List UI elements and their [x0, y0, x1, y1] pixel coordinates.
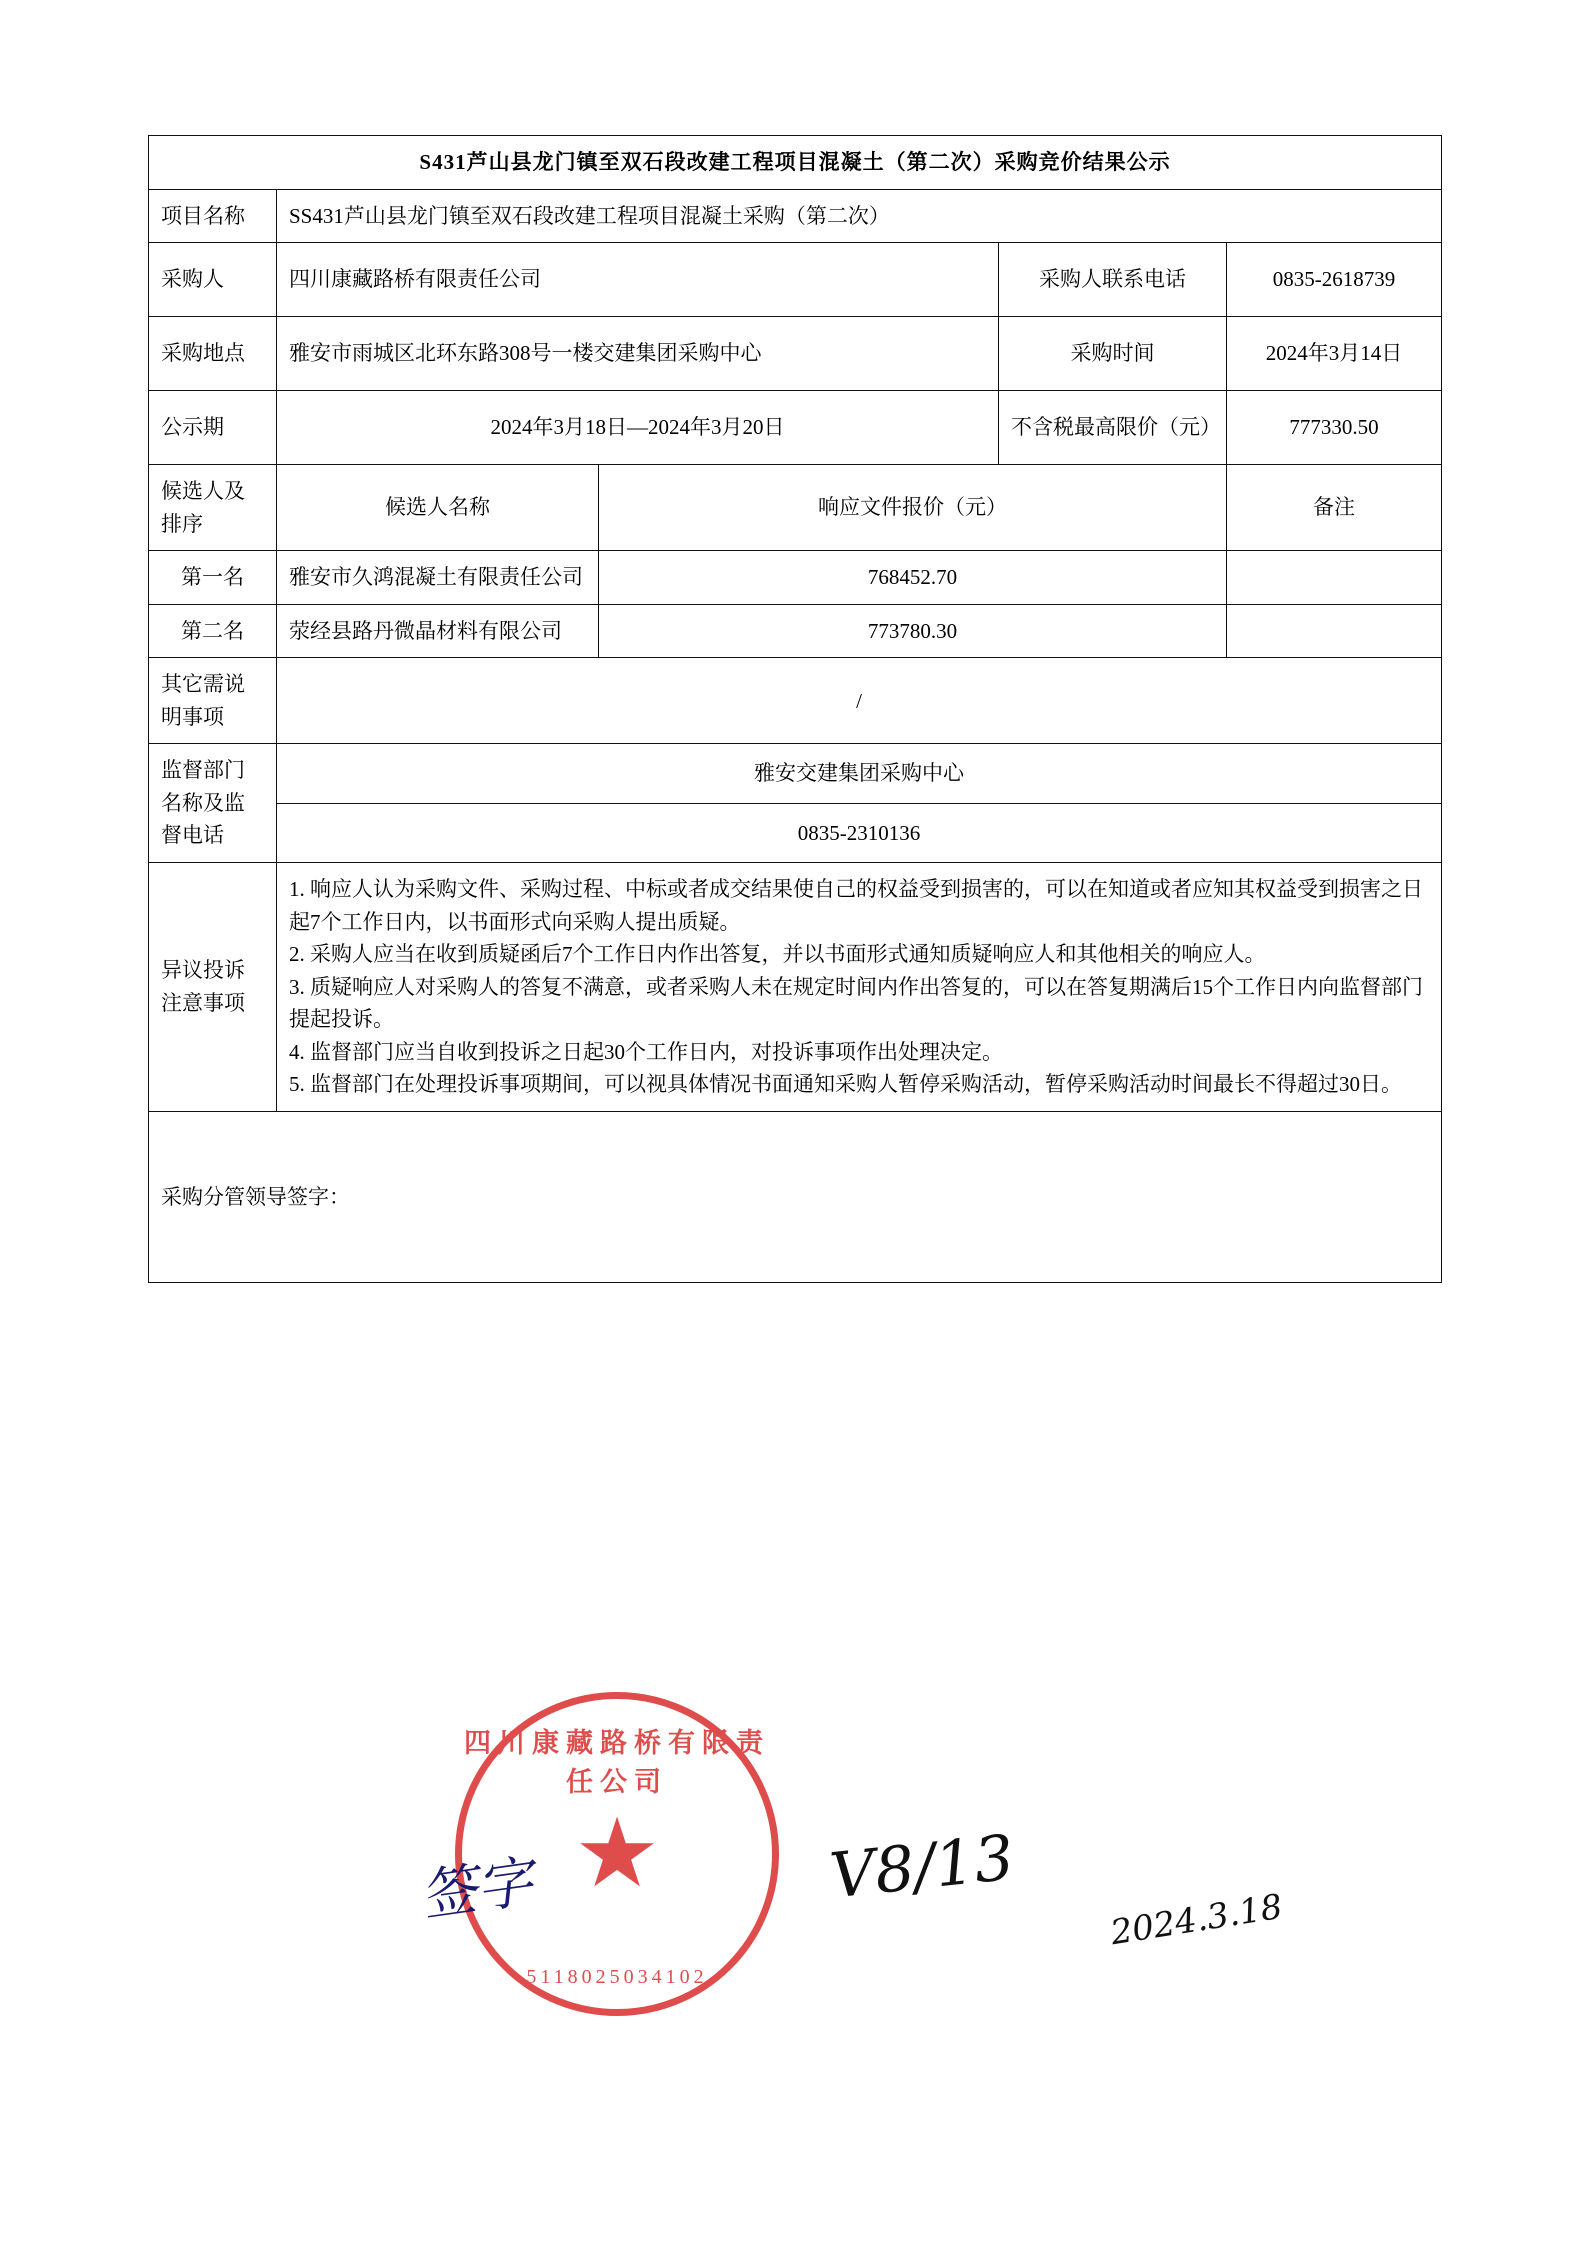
value-project-name: SS431芦山县龙门镇至双石段改建工程项目混凝土采购（第二次） — [277, 189, 1442, 243]
label-supervise: 监督部门名称及监督电话 — [149, 744, 277, 863]
label-notices: 异议投诉注意事项 — [149, 863, 277, 1112]
star-icon: ★ — [573, 1800, 661, 1907]
handwritten-date: 2024.3.18 — [1107, 1886, 1286, 1954]
candidate-name: 雅安市久鸿混凝土有限责任公司 — [277, 551, 599, 605]
seal-bottom-text: 5118025034102 — [526, 1966, 708, 1988]
table-row-project-name — [149, 189, 1442, 243]
value-purchase-place: 雅安市雨城区北环东路308号一楼交建集团采购中心 — [277, 317, 999, 391]
notice-item: 2. 采购人应当在收到质疑函后7个工作日内作出答复，并以书面形式通知质疑响应人和其他相关的响应人。 — [289, 942, 1266, 967]
table-row-purchaser — [149, 243, 1442, 317]
label-signature: 采购分管领导签字： — [149, 1111, 1442, 1282]
label-other-matters: 其它需说明事项 — [149, 658, 277, 744]
table-row-title — [149, 136, 1442, 190]
value-other-matters: / — [277, 658, 1442, 744]
notice-item: 4. 监督部门应当自收到投诉之日起30个工作日内，对投诉事项作出处理决定。 — [289, 1039, 1003, 1064]
value-purchaser: 四川康藏路桥有限责任公司 — [277, 243, 999, 317]
table-row-notices — [149, 863, 1442, 1112]
candidate-rank: 第二名 — [149, 604, 277, 658]
label-publicity-period: 公示期 — [149, 391, 277, 465]
header-quote: 响应文件报价（元） — [599, 465, 1227, 551]
value-publicity-period: 2024年3月18日—2024年3月20日 — [277, 391, 999, 465]
value-purchaser-phone: 0835-2618739 — [1227, 243, 1442, 317]
table-row-supervise-phone — [149, 803, 1442, 862]
table-row-candidate-header — [149, 465, 1442, 551]
label-purchaser-phone: 采购人联系电话 — [999, 243, 1227, 317]
result-announcement-table — [148, 135, 1442, 1283]
candidate-rank: 第一名 — [149, 551, 277, 605]
header-remark: 备注 — [1227, 465, 1442, 551]
value-max-price: 777330.50 — [1227, 391, 1442, 465]
candidate-quote: 768452.70 — [599, 551, 1227, 605]
value-supervise-phone: 0835-2310136 — [277, 803, 1442, 862]
handwritten-signature-2: V8/13 — [826, 1820, 1018, 1913]
notice-item: 3. 质疑响应人对采购人的答复不满意，或者采购人未在规定时间内作出答复的，可以在答复期满后15个工作日内向监督部门提起投诉。 — [289, 974, 1423, 1032]
label-purchase-time: 采购时间 — [999, 317, 1227, 391]
notice-item: 5. 监督部门在处理投诉事项期间，可以视具体情况书面通知采购人暂停采购活动，暂停采购活动时间最长不得超过30日。 — [289, 1072, 1402, 1097]
candidate-remark — [1227, 604, 1442, 658]
label-purchaser: 采购人 — [149, 243, 277, 317]
candidate-remark — [1227, 551, 1442, 605]
seal-top-text: 四川康藏路桥有限责任公司 — [464, 1728, 770, 1797]
table-row-supervise-dept — [149, 744, 1442, 803]
label-purchase-place: 采购地点 — [149, 317, 277, 391]
header-candidate-name: 候选人名称 — [277, 465, 599, 551]
notice-item: 1. 响应人认为采购文件、采购过程、中标或者成交结果使自己的权益受到损害的，可以在知道或者应知其权益受到损害之日起7个工作日内，以书面形式向采购人提出质疑。 — [289, 877, 1423, 934]
table-row — [149, 604, 1442, 658]
label-max-price: 不含税最高限价（元） — [999, 391, 1227, 465]
company-seal-stamp — [455, 1692, 779, 2016]
value-purchase-time: 2024年3月14日 — [1227, 317, 1442, 391]
table-row-signature — [149, 1111, 1442, 1282]
candidate-quote: 773780.30 — [599, 604, 1227, 658]
handwritten-signature-1: 签字 — [416, 1849, 537, 1930]
notices-content — [277, 863, 1442, 1112]
document-title: S431芦山县龙门镇至双石段改建工程项目混凝土（第二次）采购竞价结果公示 — [149, 136, 1442, 190]
table-row-publicity-period — [149, 391, 1442, 465]
label-candidates: 候选人及排序 — [149, 465, 277, 551]
label-project-name: 项目名称 — [149, 189, 277, 243]
table-row-other-matters — [149, 658, 1442, 744]
table-row-purchase-place — [149, 317, 1442, 391]
value-supervise-dept: 雅安交建集团采购中心 — [277, 744, 1442, 803]
candidate-name: 荥经县路丹微晶材料有限公司 — [277, 604, 599, 658]
table-row — [149, 551, 1442, 605]
